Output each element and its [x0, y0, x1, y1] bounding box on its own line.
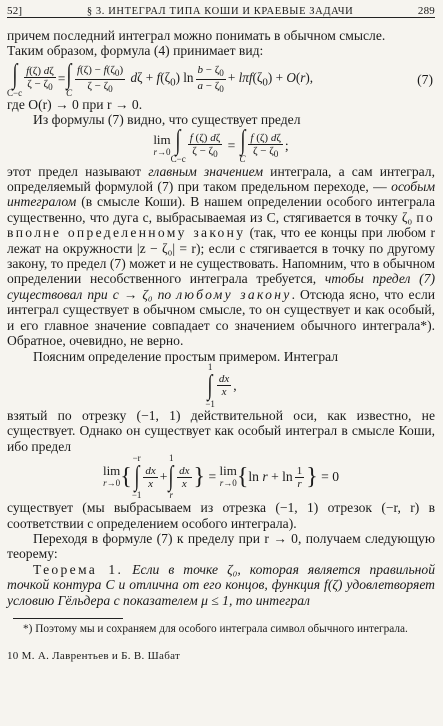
section-number: 52] [7, 5, 23, 17]
limit-equation: lim r→0 ∫ C−c $\frac{f (\zeta) d\zeta}{\zeta - \zeta_0}$ = ∫ C $\frac{f (\zeta) d\zeta}{\zeta - \zeta_0}$ ; [153, 125, 289, 165]
theorem-paragraph: Теорема 1. Если в точке ζ₀, которая является правильной точкой контура C и отлична от его концов, функция f(ζ) удовлетворяет условию Гёльдера с показателем μ ≤ 1, то интеграл [7, 561, 435, 608]
example-integral: 1 ∫ −1 $\frac{dx}{x}$ , [205, 361, 237, 409]
equation-number: (7) [417, 71, 433, 87]
footnote-rule [13, 618, 123, 619]
paragraph: Переходя в формуле (7) к пределу при r → 0, получаем следующую теорему: [7, 530, 435, 562]
cauchy-limit-equation: lim r→0 { −r ∫ −1 $\frac{dx}{x}$ + 1 ∫ r $\frac{dx}{x}$ } = lim r→0 { ln r + ln $\frac{1}{r}$ } = 0 [102, 453, 340, 501]
equation-7: ∫ C−c $\frac{f(\zeta) d\zeta}{\zeta - \zeta_0}$ = ∫ C $\frac{f(\zeta) - f(\zeta_0)}{\zeta - \zeta_0}$ $d\zeta + f(\zeta_0)$ ln $\frac{b - \zeta_0}{a - \zeta_0}$ + $l\pi f(\zeta_0) + O(r)$, (7) [7, 58, 433, 98]
paragraph: этот предел называют главным значением интеграла, а сам интеграл, определяемый формулой (7) при таком предельном переходе, — особым интегралом (в смысле Коши). В нашем определении особого интеграла существенно, что дуга c, выбрасываемая из C, стягивается в точку ζ₀ по вполне определенному закону (так, что ее концы при любом r лежат на окружности |z − ζ₀| = r); если c стягивается в точку по другому закону, то предел (7) может и не существовать. Напомним, что в обычном определении несобственного интеграла требуется, чтобы предел (7) существовал при c → ζ₀ по любому закону. Отсюда ясно, что если интеграл существует в обычном смысле, то он существует и как особый, и его главное значение совпадает со значением обычного интеграла*). Обратное, очевидно, не верно. [7, 163, 436, 349]
paragraph: Из формулы (7) видно, что существует предел [33, 112, 301, 128]
theorem-title: Теорема 1. [33, 561, 124, 577]
paragraph: Таким образом, формула (4) принимает вид: [7, 43, 264, 59]
page-number: 289 [417, 5, 435, 17]
running-header [7, 0, 435, 18]
paragraph: где O(r) → 0 при r → 0. [7, 96, 143, 112]
running-title: § 3. ИНТЕГРАЛ ТИПА КОШИ И КРАЕВЫЕ ЗАДАЧИ [86, 6, 354, 17]
paragraph: существует (мы выбрасываем из отрезка (−1, 1) отрезок (−r, r) в соответствии с определением особого интеграла). [7, 500, 435, 531]
paragraph: Поясним определение простым примером. Интеграл [33, 348, 339, 364]
paragraph: взятый по отрезку (−1, 1) действительной оси, как известно, не существует. Однако он существует как особый интеграл в смысле Коши, ибо предел [7, 407, 435, 454]
paragraph: причем последний интеграл можно понимать в обычном смысле. [7, 28, 386, 43]
footnote: *) Поэтому мы и сохраняем для особого интеграла символ обычного интеграла. [23, 622, 408, 635]
signature-footer: 10 М. А. Лаврентьев и Б. В. Шабат [7, 649, 181, 662]
